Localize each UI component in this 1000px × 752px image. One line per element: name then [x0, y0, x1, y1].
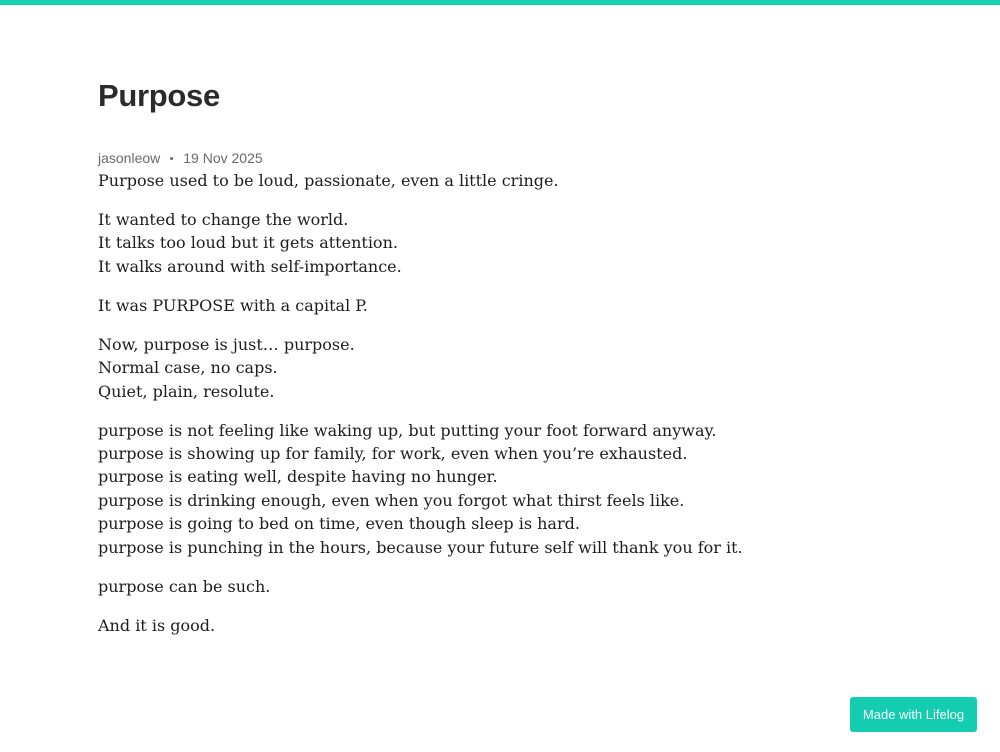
- post-paragraph: purpose can be such.: [98, 576, 271, 596]
- post-paragraph: It wanted to change the world. It talks too loud but it gets attention. It walks around with self-importance.: [98, 210, 402, 276]
- separator-dot-icon: [170, 157, 173, 160]
- post-article: [98, 72, 918, 653]
- post-title: Purpose: [98, 78, 220, 113]
- made-with-lifelog-button[interactable]: Made with Lifelog: [850, 697, 977, 732]
- post-body: [98, 169, 918, 637]
- post-date: 19 Nov 2025: [183, 150, 263, 166]
- post-paragraph: Now, purpose is just… purpose. Normal case, no caps. Quiet, plain, resolute.: [98, 334, 355, 401]
- post-author[interactable]: jasonleow: [98, 150, 161, 166]
- post-paragraph: And it is good.: [98, 615, 216, 635]
- post-paragraph: Purpose used to be loud, passionate, even a little cringe.: [98, 171, 559, 190]
- post-paragraph: It was PURPOSE with a capital P.: [98, 295, 368, 315]
- top-accent-bar: [0, 0, 1000, 5]
- post-paragraph: purpose is not feeling like waking up, but putting your foot forward anyway. purpose is showing up for family, for work, even when you’re exhausted. purpose is eating well, despite having no hunger. purpose is drinking enough, even when you forgot what thirst feels like. purpose is going to bed on time, even though sleep is hard. purpose is punching in the hours, because your future self will thank you for it.: [98, 420, 743, 557]
- post-meta: [98, 148, 918, 168]
